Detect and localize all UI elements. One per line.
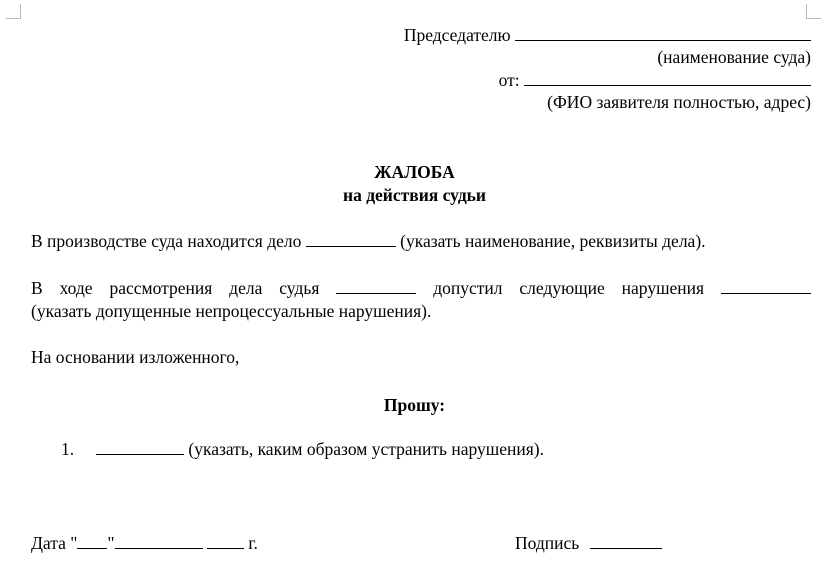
applicant-field[interactable] <box>524 70 811 86</box>
signature-field[interactable] <box>590 533 662 549</box>
margin-corner-top-left <box>6 4 21 19</box>
signature-label: Подпись <box>515 533 580 553</box>
recipient-label: Председателю <box>403 25 511 45</box>
case-text-suffix: (указать наименование, реквизиты дела). <box>400 231 706 251</box>
date-quote-open: " <box>70 533 78 553</box>
date-month-field[interactable] <box>115 533 203 549</box>
court-hint: (наименование суда) <box>657 47 811 67</box>
date-line <box>31 532 258 554</box>
sender-line <box>499 69 811 91</box>
paragraph-grounds: На основании изложенного, <box>31 347 240 367</box>
date-quote-close: " <box>107 533 115 553</box>
year-suffix: г. <box>248 533 258 553</box>
margin-corner-top-right <box>806 4 821 19</box>
date-day-field[interactable] <box>77 533 107 549</box>
violations-hint: (указать допущенные непроцессуальные нарушения). <box>31 301 432 321</box>
sender-label: от: <box>498 70 520 90</box>
paragraph-violations <box>31 277 811 299</box>
applicant-hint: (ФИО заявителя полностью, адрес) <box>547 92 811 112</box>
document-subtitle: на действия судьи <box>342 185 487 205</box>
remedy-field[interactable] <box>96 439 184 455</box>
signature-line <box>515 532 662 554</box>
violations-text-part2: допустил следующие нарушения <box>433 278 705 298</box>
case-number-field[interactable] <box>306 231 396 247</box>
court-name-field[interactable] <box>515 25 811 41</box>
date-year-field[interactable] <box>207 533 244 549</box>
date-label: Дата <box>31 533 66 553</box>
violations-field[interactable] <box>721 278 811 294</box>
violations-text-part1: В ходе рассмотрения дела судья <box>31 278 320 298</box>
request-item-number: 1. <box>61 439 75 459</box>
paragraph-case <box>31 230 706 252</box>
document-title: ЖАЛОБА <box>374 162 455 182</box>
request-heading: Прошу: <box>383 395 446 415</box>
recipient-line <box>404 24 811 46</box>
request-item <box>96 438 544 460</box>
case-text-prefix: В производстве суда находится дело <box>31 231 302 251</box>
judge-name-field[interactable] <box>336 278 416 294</box>
request-item-text: (указать, каким образом устранить нарушения). <box>188 439 544 459</box>
